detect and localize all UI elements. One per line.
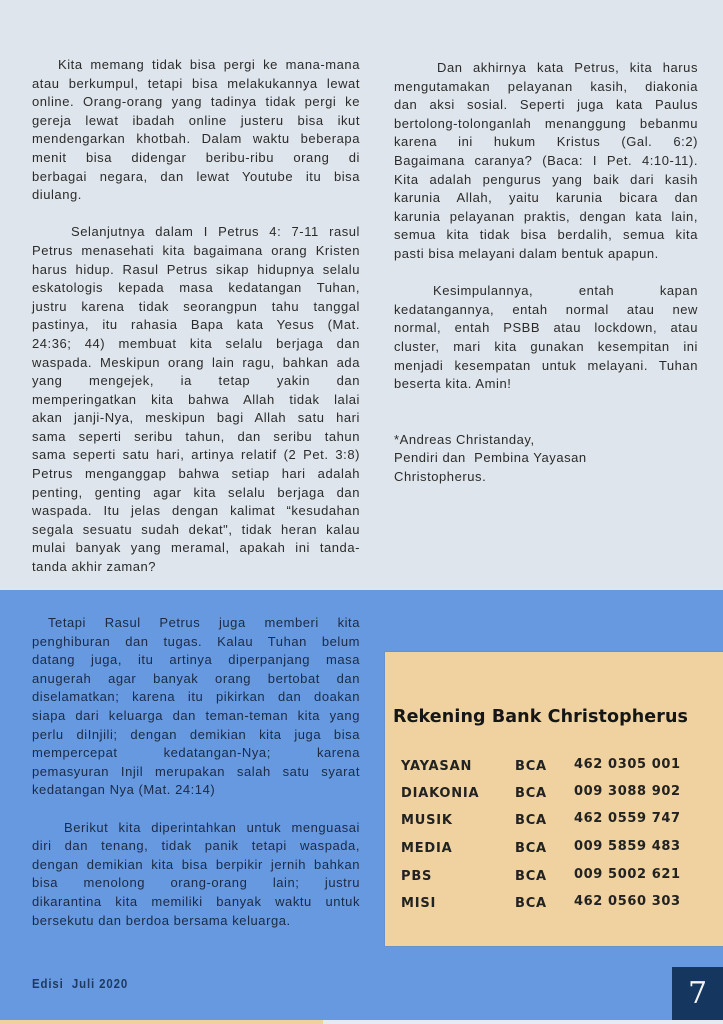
paragraph [394,59,698,264]
text-line: Bagaimana caranya? (Baca: I Pet. 4:10-11). [394,152,698,168]
text-line: waspada. Meskipun orang lain ragu, bahkan ada [32,354,360,370]
text-line: 24:36; 44) membuat kita selalu berjaga dan [32,335,360,351]
account-bank: BCA [515,786,547,801]
author-role: Pendiri dan Pembina Yayasan [394,450,587,466]
text-line: menit bisa didengar beribu-ribu orang di [32,149,360,165]
text-line: sama seperti seribu tahun, dan seribu tahun [32,428,360,444]
text-line: pemasyuran Injil merupakan salah satu syarat [32,763,360,779]
text-line: Kesimpulannya, entah kapan [433,283,698,299]
text-line: beserta kita. Amin! [394,376,512,392]
account-name: MUSIK [401,813,453,828]
bank-account-row [385,869,723,889]
text-line: datang juga, itu artinya diperpanjang masa [32,652,360,668]
page-number: 7 [687,975,708,1011]
author-name: *Andreas Christanday, [394,431,535,447]
text-line: gereja lewat ibadah online justeru bisa ikut [32,112,360,128]
text-line: kedatangannya, entah normal atau new [394,301,698,317]
text-line: Dan akhirnya kata Petrus, kita harus [437,60,698,75]
text-line: yang mengejek, ia tetap yakin dan [32,373,360,389]
account-bank: BCA [515,813,547,828]
account-number: 009 3088 902 [574,784,681,799]
text-line: atau berkumpul, tetapi bisa melakukannya lewat [32,75,360,91]
text-line: Kita memang tidak bisa pergi ke mana-mana [58,57,360,72]
text-line: eskatologis kepada masa kedatangan Tuhan, [32,280,360,296]
bank-account-row [385,813,723,833]
account-bank: BCA [515,759,547,774]
account-number: 009 5859 483 [574,839,681,854]
text-line: mengutamakan pelayanan kasih, diakonia [394,78,698,94]
account-bank: BCA [515,896,547,911]
text-line: diulang. [32,187,82,203]
text-line: pasti bisa melayani dalam bentuk apapun. [394,245,659,261]
text-line: karunia pelayanan praktis, dengan kata lain, [394,208,698,224]
text-line: Kita adalah pengurus yang baik dari kasih [394,171,698,187]
text-line: kedatangan Nya (Mat. 24:14) [32,782,216,798]
account-name: DIAKONIA [401,786,480,801]
bottom-accent-strip [0,1020,323,1024]
page-number-box [672,967,723,1020]
paragraph [32,223,360,576]
text-line: mempercepat kedatangan-Nya; karena [32,745,360,761]
text-line: penting, genting agar kita selalu berjaga dan [32,484,360,500]
right-column [394,59,698,487]
text-line: mulai banyak yang meramal, apakah ini tanda- [32,540,360,556]
text-line: Selanjutnya dalam I Petrus 4: 7-11 rasul [71,224,360,240]
account-number: 462 0559 747 [574,811,681,826]
account-number: 462 0560 303 [574,894,681,909]
text-line: tanda akhir zaman? [32,559,157,575]
text-line: bisa menolong orang-orang lain; justru [32,875,360,891]
text-line: diri dan tenang, tidak panik tetapi waspada, [32,838,360,854]
text-line: cluster, mari kita gunakan kesempitan ini [394,338,698,354]
text-line: bersekutu dan berdoa bersama keluarga. [32,912,291,928]
account-name: YAYASAN [401,759,473,774]
bank-account-row [385,896,723,916]
text-line: perlu diInjili; dengan demikian kita juga bisa [32,726,360,742]
blue-section-column [32,614,360,930]
text-line: akan janji-Nya, meskipun bagi Allah satu hari [32,410,360,426]
text-line: dengan demikian kita bisa berpikir jernih bahkan [32,856,360,872]
text-line: diselamatkan; karena itu pikirkan dan doakan [32,689,360,705]
text-line: waspada. Itu jelas dengan kalimat “kesudahan [32,503,360,519]
text-line: mendengarkan khotbah. Dalam waktu beberapa [32,131,360,147]
bank-box-title: Rekening Bank Christopherus [393,707,689,727]
paragraph [32,56,360,205]
text-line: memperingatkan kita bahwa Allah tidak lalai [32,391,360,407]
text-line: karena ini hukum Kristus (Gal. 6:2) [394,134,698,150]
text-line: Petrus menasehati kita bagaimana orang Kristen [32,242,360,258]
text-line: anugerah agar banyak orang bertobat dan [32,670,360,686]
text-line: karunia Allah, yaitu karunia bicara dan [394,190,698,206]
paragraph [32,819,360,931]
account-bank: BCA [515,841,547,856]
text-line: Petrus menganggap bahwa setiap hari adalah [32,466,360,482]
bank-account-row [385,759,723,779]
text-line: segala sesuatu sudah dekat", tidak heran kalau [32,521,360,537]
bank-account-row [385,841,723,861]
text-line: dikarantina kita memiliki banyak waktu untuk [32,893,360,909]
text-line: berbagai negara, dan lewat Youtube itu bisa [32,168,360,184]
left-column [32,56,360,577]
account-number: 009 5002 621 [574,867,681,882]
text-line: normal, entah PSBB atau lockdown, atau [394,320,698,336]
text-line: justru karena tidak seorangpun tahu tanggal [32,298,360,314]
text-line: siapa dari keluarga dan teman-teman kita yang [32,707,360,723]
text-line: bertolong-tolonganlah menanggung bebanmu [394,115,698,131]
bank-account-row [385,786,723,806]
text-line: semua kita tidak bisa berdalih, semua kita [394,227,698,243]
text-line: harus hidup. Rasul Petrus sikap hidupnya selalu [32,261,360,277]
account-number: 462 0305 001 [574,757,681,772]
text-line: penghiburan dan tugas. Kalau Tuhan belum [32,633,360,649]
paragraph [32,614,360,800]
author-organization: Christopherus. [394,469,487,485]
bottom-light-strip [323,1020,723,1024]
account-name: PBS [401,869,433,884]
text-line: sama seperti satu hari, artinya relatif (2 Pet. 3:8) [32,447,360,463]
bank-accounts-box [385,652,723,946]
account-name: MEDIA [401,841,453,856]
text-line: pastinya, itu rahasia Bapa kata Yesus (Mat. [32,317,360,333]
text-line: Tetapi Rasul Petrus juga memberi kita [48,615,360,630]
edition-label: Edisi Juli 2020 [32,976,129,991]
author-signature [394,431,698,487]
text-line: menjadi kesempatan untuk melayani. Tuhan [394,357,698,373]
paragraph [394,282,698,394]
account-bank: BCA [515,869,547,884]
text-line: Berikut kita diperintahkan untuk menguasai [64,819,360,835]
text-line: dan aksi sosial. Seperti juga kata Paulus [394,97,698,113]
account-name: MISI [401,896,437,911]
text-line: online. Orang-orang yang tadinya tidak pergi ke [32,94,360,110]
